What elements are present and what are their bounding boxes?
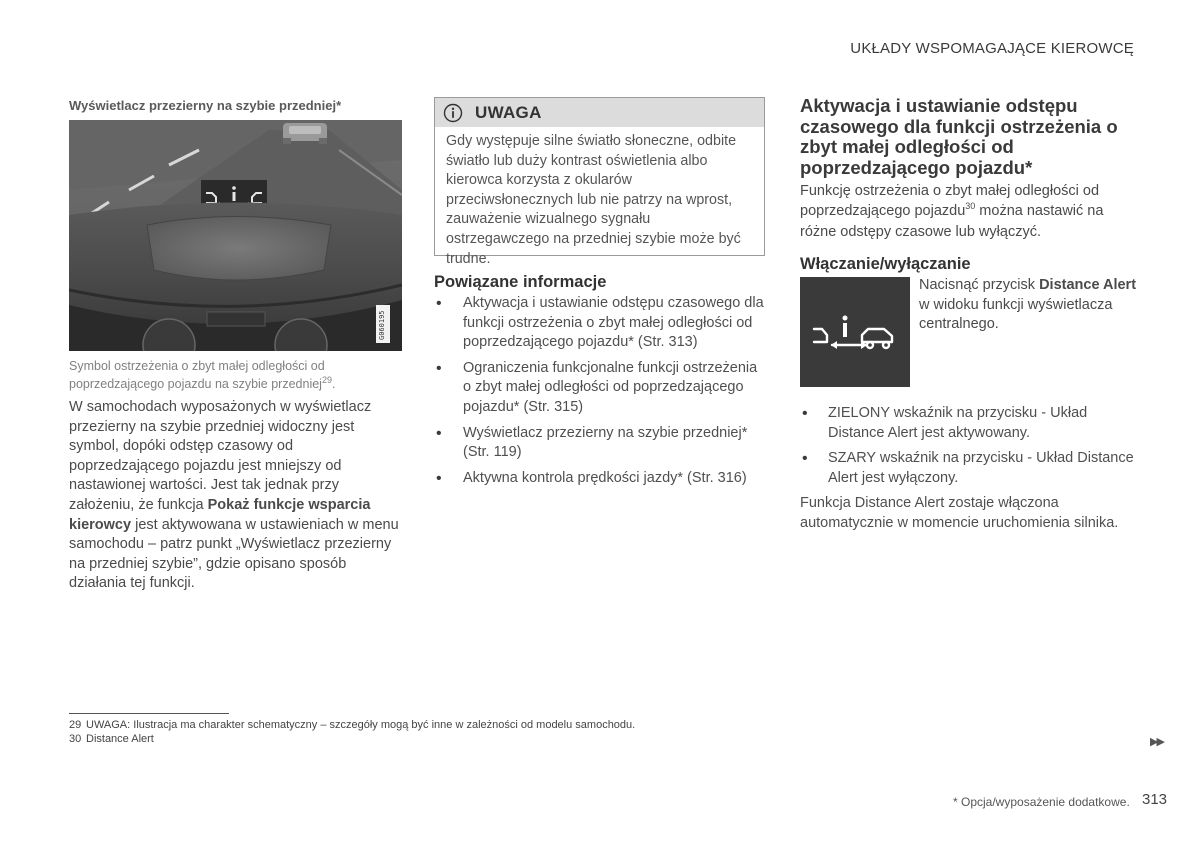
distance-alert-icon xyxy=(800,277,910,387)
section-heading: Aktywacja i ustawianie odstępu czasowego dla funkcji ostrzeżenia o zbyt małej odległości od poprzedzającego pojazdu* xyxy=(800,95,1118,178)
hud-scene xyxy=(69,120,402,351)
distance-alert-button-image xyxy=(800,277,910,387)
option-note: * Opcja/wyposażenie dodatkowe. xyxy=(953,795,1130,809)
activation-paragraph xyxy=(800,181,1136,242)
page-number: 313 xyxy=(1142,791,1168,808)
related-info-title: Powiązane informacje xyxy=(434,273,607,291)
instruction-text-2: w widoku funkcji wyświetlacza centralnego. xyxy=(919,296,1113,333)
image-heading: Wyświetlacz przezierny na szybie przedniej* xyxy=(69,98,342,113)
footnote-30 xyxy=(69,733,154,745)
footnote-text: UWAGA: Ilustracja ma charakter schematyczny – szczegóły mogą być inne w zależności od modelu samochodu. xyxy=(86,719,636,731)
related-link[interactable]: • Aktywacja i ustawianie odstępu czasowego dla funkcji ostrzeżenia o zbyt małej odległości od poprzedzającego pojazdu* (Str. 313) xyxy=(434,294,764,353)
caption-end: . xyxy=(331,377,336,391)
body-paragraph xyxy=(69,398,399,594)
onoff-subheading: Włączanie/wyłączanie xyxy=(800,255,971,273)
related-info-list xyxy=(434,294,764,494)
indicator-item: • SZARY wskaźnik na przycisku - Układ Distance Alert jest wyłączony. xyxy=(800,449,1136,488)
indicator-list xyxy=(800,404,1136,494)
distance-alert-label: Distance Alert xyxy=(1039,277,1137,293)
body-text-1: W samochodach wyposażonych w wyświetlacz przezierny na szybie przedniej widoczny jest symbol, dopóki odstęp czasowy od poprzedzającego pojazdu jest mniejszy od nastawionej wartości. Jest tak jednak przy założeniu, że funkcja xyxy=(69,399,372,513)
image-code: G060195 xyxy=(378,310,386,340)
note-header xyxy=(435,98,764,127)
instruction-text-1: Nacisnąć przycisk xyxy=(919,277,1040,293)
footnote-number: 30 xyxy=(69,733,82,745)
function-name-highlight: Pokaż funkcje wsparcia kierowcy xyxy=(69,496,371,533)
activation-footnote-ref[interactable]: 30 xyxy=(965,201,976,212)
footnote-text: Distance Alert xyxy=(86,733,154,745)
activation-text-2: można nastawić na różne odstępy czasowe lub wyłączyć. xyxy=(800,203,1104,240)
footnote-number: 29 xyxy=(69,719,82,731)
auto-activation-paragraph: Funkcja Distance Alert zostaje włączona automatycznie w momencie uruchomienia silnika. xyxy=(800,495,1119,531)
related-link[interactable]: • Ograniczenia funkcjonalne funkcji ostrzeżenia o zbyt małej odległości od poprzedzającego pojazdu* (Str. 315) xyxy=(434,359,764,418)
next-page-icon[interactable]: ▶▶ xyxy=(1150,736,1163,748)
hud-illustration xyxy=(69,120,402,351)
footnote-divider xyxy=(69,713,229,714)
section-title: UKŁADY WSPOMAGAJĄCE KIEROWCĘ xyxy=(850,40,1134,57)
image-caption xyxy=(69,357,399,393)
footnote-29 xyxy=(69,719,635,731)
note-title: UWAGA xyxy=(475,102,542,122)
button-instruction xyxy=(919,276,1141,335)
related-link[interactable]: • Aktywna kontrola prędkości jazdy* (Str. 316) xyxy=(434,469,764,489)
info-icon xyxy=(443,103,463,123)
note-text: Gdy występuje silne światło słoneczne, odbite światło lub duży kontrast oświetlenia albo kierowca korzysta z okularów przeciwsłonecznych lub nie patrzy na wprost, zauważenie wizualnego sygnału ostrzegawczego na przedniej szybie może być trudne. xyxy=(446,133,741,267)
related-link[interactable]: • Wyświetlacz przezierny na szybie przedniej* (Str. 119) xyxy=(434,424,764,463)
note-box xyxy=(434,97,765,267)
caption-footnote-ref[interactable]: 29 xyxy=(321,374,332,385)
body-text-2: jest aktywowana w ustawieniach w menu samochodu – patrz punkt „Wyświetlacz przezierny na przedniej szybie”, gdzie opisano sposób działania tej funkcji. xyxy=(69,516,399,592)
caption-text: Symbol ostrzeżenia o zbyt małej odległości od poprzedzającego pojazdu na szybie przedniej xyxy=(69,359,325,391)
indicator-item: • ZIELONY wskaźnik na przycisku - Układ Distance Alert jest aktywowany. xyxy=(800,404,1136,443)
activation-text-1: Funkcję ostrzeżenia o zbyt małej odległości od poprzedzającego pojazdu xyxy=(800,183,1100,220)
